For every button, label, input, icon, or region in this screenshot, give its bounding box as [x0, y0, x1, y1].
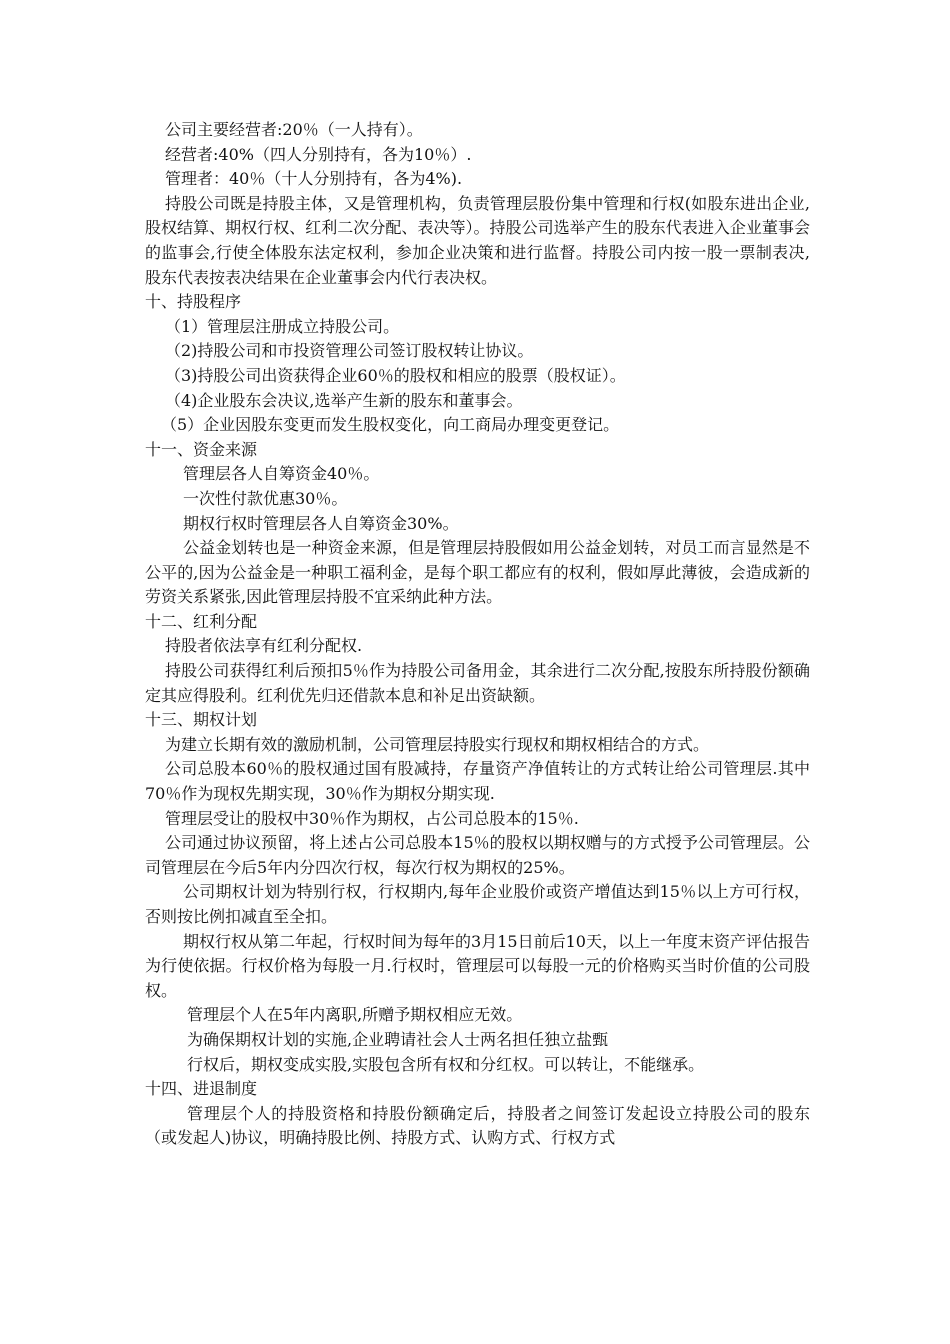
text-line-option-share: 管理层受让的股权中30％作为期权，占公司总股本的15％. [165, 808, 579, 828]
list-item-procedure-5: （5）企业因股东变更而发生股权变化，向工商局办理变更登记。 [161, 415, 620, 435]
text-line-option-mechanism: 为建立长期有效的激励机制，公司管理层持股实行现权和期权相结合的方式。 [165, 734, 710, 754]
list-item-procedure-3: （3)持股公司出资获得企业60％的股权和相应的股票（股权证）。 [165, 365, 626, 385]
list-item-procedure-4: （4)企业股东会决议,选举产生新的股东和董事会。 [165, 390, 523, 410]
section-heading-14: 十四、进退制度 [145, 1079, 258, 1099]
paragraph-entry-exit: 管理层个人的持股资格和持股份额确定后，持股者之间签订发起设立持股公司的股东（或发起人)协议，明确持股比例、持股方式、认购方式、行权方式 [145, 1103, 810, 1148]
text-line-supervisors: 为确保期权计划的实施,企业聘请社会人士两名担任独立盐甄 [187, 1029, 609, 1049]
text-line-ownership-operators: 经营者:40%（四人分别持有，各为10％）. [165, 144, 472, 164]
section-heading-12: 十二、红利分配 [145, 611, 258, 631]
section-heading-11: 十一、资金来源 [145, 439, 258, 459]
paragraph-option-grant: 公司通过协议预留，将上述占公司总股本15％的股权以期权赠与的方式授予公司管理层。公司管理层在今后5年内分四次行权，每次行权为期权的25%。 [145, 833, 810, 877]
text-line-resignation: 管理层个人在5年内离职,所赠予期权相应无效。 [187, 1005, 523, 1025]
text-line-funding-1: 管理层各人自筹资金40％。 [183, 464, 380, 484]
paragraph-dividend: 持股公司获得红利后预扣5％作为持股公司备用金，其余进行二次分配,按股东所持股份额确定其应得股利。红利优先归还借款本息和补足出资缺额。 [145, 661, 810, 705]
text-line-funding-3: 期权行权时管理层各人自筹资金30%。 [183, 513, 459, 533]
text-line-ownership-managers: 管理者：40％（十人分别持有，各为4%). [165, 169, 463, 189]
text-line-ownership-main: 公司主要经营者:20％（一人持有）。 [165, 120, 423, 139]
paragraph-exercise-time: 期权行权从第二年起，行权时间为每年的3月15日前后10天，以上一年度末资产评估报告为行使依据。行权价格为每股一月.行权时，管理层可以每股一元的价格购买当时价值的公司股权。 [145, 931, 810, 1000]
text-line-dividend-right: 持股者依法享有红利分配权. [165, 636, 363, 656]
paragraph-holding-company: 持股公司既是持股主体，又是管理机构，负责管理层股份集中管理和行权(如股东进出企业,股权结算、期权行权、红利二次分配、表决等）。持股公司选举产生的股东代表进入企业董事会的监事会,行使全体股东法定权利，参加企业决策和进行监督。持股公司内按一股一票制表决,股东代表按表决结果在企业董事会内代行表决权。 [145, 193, 810, 287]
list-item-procedure-1: （1）管理层注册成立持股公司。 [165, 316, 400, 336]
text-line-after-exercise: 行权后，期权变成实股,实股包含所有权和分红权。可以转让，不能继承。 [187, 1054, 705, 1074]
document-page [145, 118, 810, 1151]
text-line-funding-2: 一次性付款优惠30％。 [183, 488, 348, 508]
paragraph-welfare-fund: 公益金划转也是一种资金来源，但是管理层持股假如用公益金划转，对员工而言显然是不公平的,因为公益金是一种职工福利金，是每个职工都应有的权利，假如厚此薄彼，会造成新的劳资关系紧张,因此管理层持股不宜采纳此种方法。 [145, 538, 810, 607]
paragraph-special-exercise: 公司期权计划为特别行权，行权期内,每年企业股价或资产增值达到15％以上方可行权，否则按比例扣减直至全扣。 [145, 882, 810, 926]
section-heading-13: 十三、期权计划 [145, 710, 258, 730]
list-item-procedure-2: （2)持股公司和市投资管理公司签订股权转让协议。 [165, 341, 534, 361]
paragraph-option-equity: 公司总股本60％的股权通过国有股减持，存量资产净值转让的方式转让给公司管理层.其中70％作为现权先期实现，30％作为期权分期实现. [145, 759, 810, 804]
section-heading-10: 十、持股程序 [145, 292, 242, 312]
